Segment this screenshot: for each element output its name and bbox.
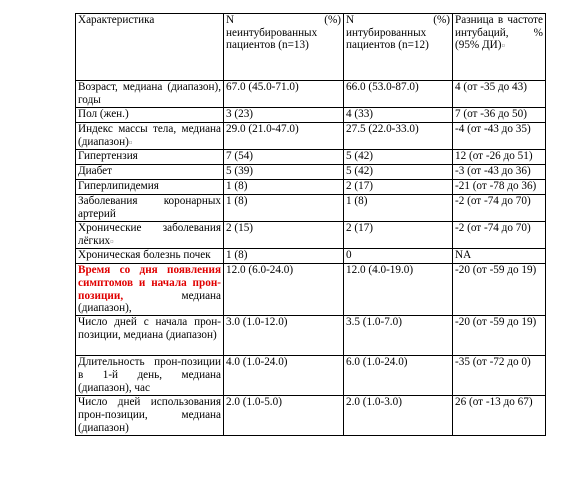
row-label: Число дней использования прон-позиции, медиана (диапазон) <box>76 396 224 436</box>
cell-non-intubated: 2 (15) <box>224 222 344 249</box>
header-non-intubated: N (%) неинтубированных пациентов (n=13) <box>224 14 344 81</box>
cell-difference: 7 (от -36 до 50) <box>453 108 546 123</box>
cell-non-intubated: 67.0 (45.0-71.0) <box>224 81 344 108</box>
cell-difference: -21 (от -78 до 36) <box>453 180 546 195</box>
header-difference <box>453 14 546 81</box>
cell-non-intubated: 4.0 (1.0-24.0) <box>224 356 344 396</box>
row-label: Гиперлипидемия <box>76 180 224 195</box>
cell-intubated: 2 (17) <box>344 222 453 249</box>
cell-intubated: 66.0 (53.0-87.0) <box>344 81 453 108</box>
table-row <box>76 81 546 108</box>
cell-non-intubated: 12.0 (6.0-24.0) <box>224 264 344 316</box>
row-label: Заболевания коронарных артерий <box>76 195 224 222</box>
cell-difference: 12 (от -26 до 51) <box>453 150 546 165</box>
row-label <box>76 123 224 150</box>
table-row <box>76 249 546 264</box>
cell-non-intubated: 1 (8) <box>224 180 344 195</box>
row-label-text: Хронические заболевания лёгких <box>78 222 221 247</box>
cell-intubated: 5 (42) <box>344 165 453 180</box>
table-row <box>76 264 546 316</box>
row-label-suffix: медиана (диапазон), <box>78 289 221 315</box>
row-label: Число дней с начала прон-позиции, медиана (диапазон) <box>76 316 224 356</box>
cell-difference: -3 (от -43 до 36) <box>453 165 546 180</box>
patient-characteristics-table <box>75 13 546 436</box>
row-label-symptom-onset <box>76 264 224 316</box>
table-row <box>76 356 546 396</box>
paragraph-mark-icon: ¤ <box>501 42 505 51</box>
cell-difference: -2 (от -74 до 70) <box>453 222 546 249</box>
cell-intubated: 27.5 (22.0-33.0) <box>344 123 453 150</box>
table-row <box>76 123 546 150</box>
cell-difference: -20 (от -59 до 19) <box>453 264 546 316</box>
header-difference-text: Разница в частоте интубаций, % (95% ДИ) <box>455 14 543 52</box>
table-row <box>76 180 546 195</box>
cell-difference: NA <box>453 249 546 264</box>
cell-intubated: 5 (42) <box>344 150 453 165</box>
row-label: Пол (жен.) <box>76 108 224 123</box>
cell-non-intubated: 1 (8) <box>224 195 344 222</box>
cell-intubated: 12.0 (4.0-19.0) <box>344 264 453 316</box>
row-label: Длительность прон-позиции в 1-й день, медиана (диапазон), час <box>76 356 224 396</box>
cell-difference: -20 (от -59 до 19) <box>453 316 546 356</box>
table-row <box>76 316 546 356</box>
row-label: Диабет <box>76 165 224 180</box>
table-row <box>76 165 546 180</box>
cell-non-intubated: 3 (23) <box>224 108 344 123</box>
table-row <box>76 108 546 123</box>
row-label: Хроническая болезнь почек <box>76 249 224 264</box>
cell-non-intubated: 2.0 (1.0-5.0) <box>224 396 344 436</box>
table-row <box>76 222 546 249</box>
cell-intubated: 0 <box>344 249 453 264</box>
cell-intubated: 1 (8) <box>344 195 453 222</box>
header-intubated: N (%) интубированных пациентов (n=12) <box>344 14 453 81</box>
table-row <box>76 195 546 222</box>
cell-non-intubated: 7 (54) <box>224 150 344 165</box>
cell-difference: 26 (от -13 до 67) <box>453 396 546 436</box>
row-label <box>76 222 224 249</box>
table-header-row <box>76 14 546 81</box>
cell-intubated: 2.0 (1.0-3.0) <box>344 396 453 436</box>
cell-non-intubated: 5 (39) <box>224 165 344 180</box>
row-label-text: Индекс массы тела, медиана (диапазон) <box>78 123 221 148</box>
cell-difference: 4 (от -35 до 43) <box>453 81 546 108</box>
cell-intubated: 6.0 (1.0-24.0) <box>344 356 453 396</box>
cell-intubated: 4 (33) <box>344 108 453 123</box>
cell-non-intubated: 3.0 (1.0-12.0) <box>224 316 344 356</box>
table-row <box>76 150 546 165</box>
cell-intubated: 2 (17) <box>344 180 453 195</box>
cell-difference: -2 (от -74 до 70) <box>453 195 546 222</box>
cell-difference: -4 (от -43 до 35) <box>453 123 546 150</box>
row-label: Гипертензия <box>76 150 224 165</box>
highlighted-row-label: Время со дня появления симптомов и начала прон-позиции, <box>78 264 221 302</box>
header-characteristic: Характеристика <box>76 14 224 81</box>
cell-non-intubated: 1 (8) <box>224 249 344 264</box>
paragraph-mark-icon: ¤ <box>128 138 133 147</box>
cell-intubated: 3.5 (1.0-7.0) <box>344 316 453 356</box>
cell-difference: -35 (от -72 до 0) <box>453 356 546 396</box>
paragraph-mark-icon: ¤ <box>110 237 114 246</box>
table-row <box>76 396 546 436</box>
cell-non-intubated: 29.0 (21.0-47.0) <box>224 123 344 150</box>
row-label: Возраст, медиана (диапазон), годы <box>76 81 224 108</box>
